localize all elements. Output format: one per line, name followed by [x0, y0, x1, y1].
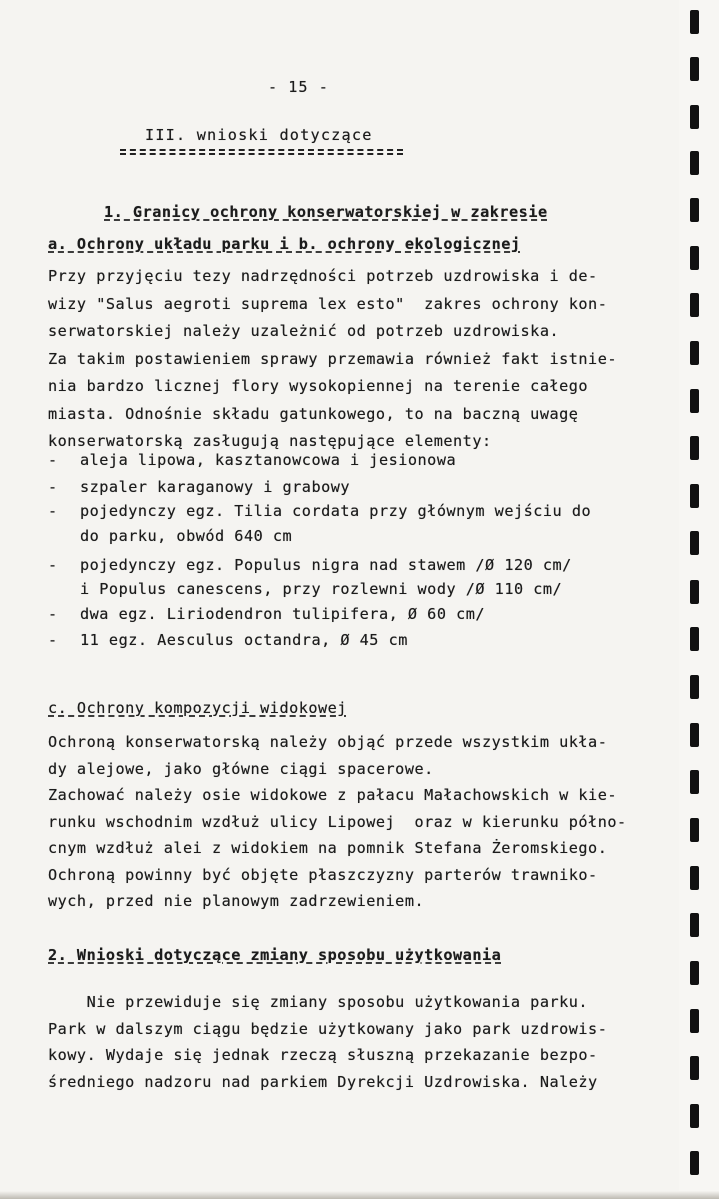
section1-title-line2: a. Ochrony układu parku i b. ochrony ekologicznej	[48, 235, 521, 253]
text-line: cnym wzdłuż alei z widokiem na pomnik Stefana Żeromskiego.	[48, 839, 608, 857]
list-item-text: pojedynczy egz. Populus nigra nad stawem /Ø 120 cm/	[80, 556, 572, 574]
text-line: miasta. Odnośnie składu gatunkowego, to na baczną uwagę	[48, 404, 579, 423]
text-line: Ochroną powinny być objęte płaszczyzny parterów trawniko-	[48, 865, 598, 884]
text-line: nia bardzo licznej flory wysokopiennej na terenie całego	[48, 377, 589, 395]
binding-hole	[690, 57, 699, 81]
binding-hole	[690, 105, 699, 129]
heading-double-underline	[120, 149, 403, 155]
binding-hole	[690, 580, 699, 604]
section2-title: 2. Wnioski dotyczące zmiany sposobu użytkowania	[48, 946, 502, 964]
binding-hole	[690, 389, 699, 413]
text-line: Za takim postawieniem sprawy przemawia również fakt istnie-	[48, 349, 617, 368]
binding-hole	[690, 913, 699, 937]
binding-hole	[690, 1104, 699, 1128]
list-item-text: dwa egz. Liriodendron tulipifera, Ø 60 cm/	[80, 605, 486, 623]
section-c-title: c. Ochrony kompozycji widokowej	[48, 699, 347, 717]
list-item-text: aleja lipowa, kasztanowcowa i jesionowa	[80, 451, 457, 469]
binding-hole	[690, 246, 699, 270]
text-line: wych, przed nie planowym zadrzewieniem.	[48, 892, 425, 910]
text-line: Zachować należy osie widokowe z pałacu Małachowskich w kie-	[48, 786, 617, 804]
binding-hole	[690, 531, 699, 555]
binding-hole	[690, 341, 699, 365]
list-item-text: pojedynczy egz. Tilia cordata przy głównym wejściu do	[80, 502, 592, 520]
binding-hole	[690, 1056, 699, 1080]
page-number: - 15 -	[268, 78, 329, 96]
list-bullet: -	[48, 556, 58, 574]
binding-hole	[690, 1009, 699, 1033]
page-bottom-shadow	[0, 1191, 719, 1199]
text-line: Ochroną konserwatorską należy objąć przede wszystkim ukła-	[48, 733, 608, 751]
text-line: Nie przewiduje się zmiany sposobu użytkowania parku.	[48, 993, 589, 1011]
text-line: dy alejowe, jako główne ciągi spacerowe.	[48, 759, 434, 778]
list-bullet: -	[48, 478, 58, 496]
text-line: wizy "Salus aegroti suprema lex esto" zakres ochrony kon-	[48, 294, 608, 313]
list-bullet: -	[48, 451, 58, 469]
binding-hole	[690, 866, 699, 890]
text-line: kowy. Wydaje się jednak rzeczą słuszną przekazanie bezpo-	[48, 1046, 598, 1064]
binding-strip	[679, 0, 719, 1199]
text-line: konserwatorską zasługują następujące elementy:	[48, 432, 492, 450]
list-bullet: -	[48, 502, 58, 520]
binding-hole	[690, 723, 699, 747]
binding-hole	[690, 627, 699, 651]
list-item-text: szpaler karaganowy i grabowy	[80, 478, 351, 496]
binding-hole	[690, 675, 699, 699]
list-bullet: -	[48, 631, 58, 649]
text-line: Park w dalszym ciągu będzie użytkowany jako park uzdrowis-	[48, 1019, 608, 1038]
binding-hole	[690, 770, 699, 794]
binding-hole	[690, 961, 699, 985]
binding-hole	[690, 436, 699, 460]
binding-hole	[690, 10, 699, 34]
section-heading: III. wnioski dotyczące	[145, 126, 373, 144]
list-bullet: -	[48, 605, 58, 623]
binding-hole	[690, 484, 699, 508]
section1-title-line1: 1. Granicy ochrony konserwatorskiej w zakresie	[104, 203, 548, 221]
list-item-text: i Populus canescens, przy rozlewni wody /Ø 110 cm/	[80, 580, 563, 598]
binding-hole	[690, 151, 699, 175]
text-line: runku wschodnim wzdłuż ulicy Lipowej oraz w kierunku półno-	[48, 812, 627, 831]
binding-hole	[690, 1151, 699, 1175]
text-line: średniego nadzoru nad parkiem Dyrekcji Uzdrowiska. Należy	[48, 1072, 598, 1091]
binding-hole	[690, 818, 699, 842]
binding-hole	[690, 198, 699, 222]
list-item-text: 11 egz. Aesculus octandra, Ø 45 cm	[80, 631, 408, 649]
binding-hole	[690, 293, 699, 317]
list-item-text: do parku, obwód 640 cm	[80, 527, 293, 545]
text-line: serwatorskiej należy uzależnić od potrzeb uzdrowiska.	[48, 322, 560, 340]
text-line: Przy przyjęciu tezy nadrzędności potrzeb uzdrowiska i de-	[48, 267, 598, 285]
